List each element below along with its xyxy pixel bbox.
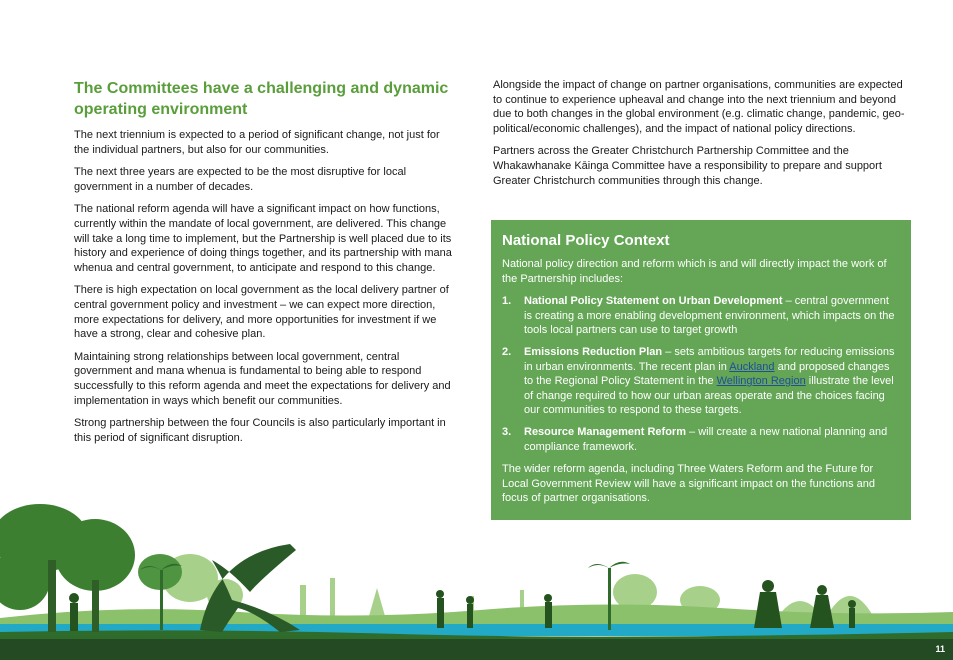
policy-item-body [524, 425, 899, 454]
policy-item-number: 3. [502, 425, 512, 438]
policy-item-text: and proposed changes to the Regional Policy Statement in the [524, 360, 890, 388]
policy-item-body [524, 345, 899, 418]
wellington-region-link[interactable]: Wellington Region [716, 375, 806, 388]
left-column [74, 78, 454, 453]
policy-item-3 [502, 425, 899, 454]
policy-item-number: 1. [502, 295, 512, 308]
national-policy-context-box [491, 220, 911, 520]
policy-item-body [524, 294, 899, 338]
section-heading: The Committees have a challenging and dynamic operating environment [74, 80, 449, 118]
policy-box-closing: The wider reform agenda, including Three Waters Reform and the Future for Local Government Review will have a significant impact on the functions and focus of partner organisations. [502, 463, 875, 505]
policy-item-text: – will create a new national planning and compliance framework. [524, 425, 888, 453]
left-paragraph-6: Strong partnership between the four Councils is also particularly important in this period of significant disruption. [74, 417, 446, 444]
policy-item-title: Resource Management Reform [524, 425, 686, 438]
policy-item-1 [502, 294, 899, 338]
left-paragraph-4: There is high expectation on local government as the local delivery partner of central government policy and investment – we can expect more direction, more expectations for delivery, and more opportunities for investment if we have a strong, clear and cohesive plan. [74, 284, 449, 341]
policy-list [502, 294, 899, 454]
landscape-illustration [0, 500, 953, 660]
policy-item-text: – central government is creating a more enabling development environment, which impacts on the tools local partners can use to target growth [524, 295, 895, 337]
page-number: 11 [935, 644, 945, 654]
policy-item-2 [502, 345, 899, 418]
policy-box-title: National Policy Context [502, 232, 670, 249]
policy-item-title: Emissions Reduction Plan [524, 345, 663, 358]
left-paragraph-3: The national reform agenda will have a significant impact on how functions, currently within the mandate of local government, are delivered. This change will take a long time to implement, but the Partnership is well placed due to its history and experience of doing things together, and its partnership with mana whenua and central government, to anticipate and respond to this change. [74, 203, 452, 274]
auckland-link[interactable]: Auckland [729, 360, 775, 373]
left-paragraph-2: The next three years are expected to be the most disruptive for local government in a number of decades. [74, 166, 407, 193]
right-column [493, 78, 905, 196]
policy-item-text: illustrate the level of change required to how our urban areas operate and the choices facing our communities to respond to these targets. [524, 375, 894, 417]
right-paragraph-2: Partners across the Greater Christchurch Partnership Committee and the Whakawhanake Kāinga Committee have a responsibility to prepare and support Greater Christchurch communities through this change. [493, 145, 882, 187]
footer-bar [0, 639, 953, 660]
left-paragraph-1: The next triennium is expected to a period of significant change, not just for the individual partners, but also for our communities. [74, 129, 440, 156]
policy-box-intro: National policy direction and reform which is and will directly impact the work of the Partnership includes: [502, 258, 887, 285]
right-paragraph-1: Alongside the impact of change on partner organisations, communities are expected to continue to experience upheaval and change into the next triennium and beyond due to both changes in the global environment (e.g. climatic change, pandemic, geo-political/economic challenges), and the impact of national policy directions. [493, 79, 905, 135]
policy-item-title: National Policy Statement on Urban Development [524, 295, 783, 308]
policy-item-text: – sets ambitious targets for reducing emissions in urban environments. The recent plan in [524, 345, 895, 373]
left-paragraph-5: Maintaining strong relationships between local government, central government and mana whenua is fundamental to being able to respond successfully to this reform agenda and meet the expectations for delivery and implementation in ways which benefit our communities. [74, 350, 451, 407]
policy-item-number: 2. [502, 345, 512, 358]
